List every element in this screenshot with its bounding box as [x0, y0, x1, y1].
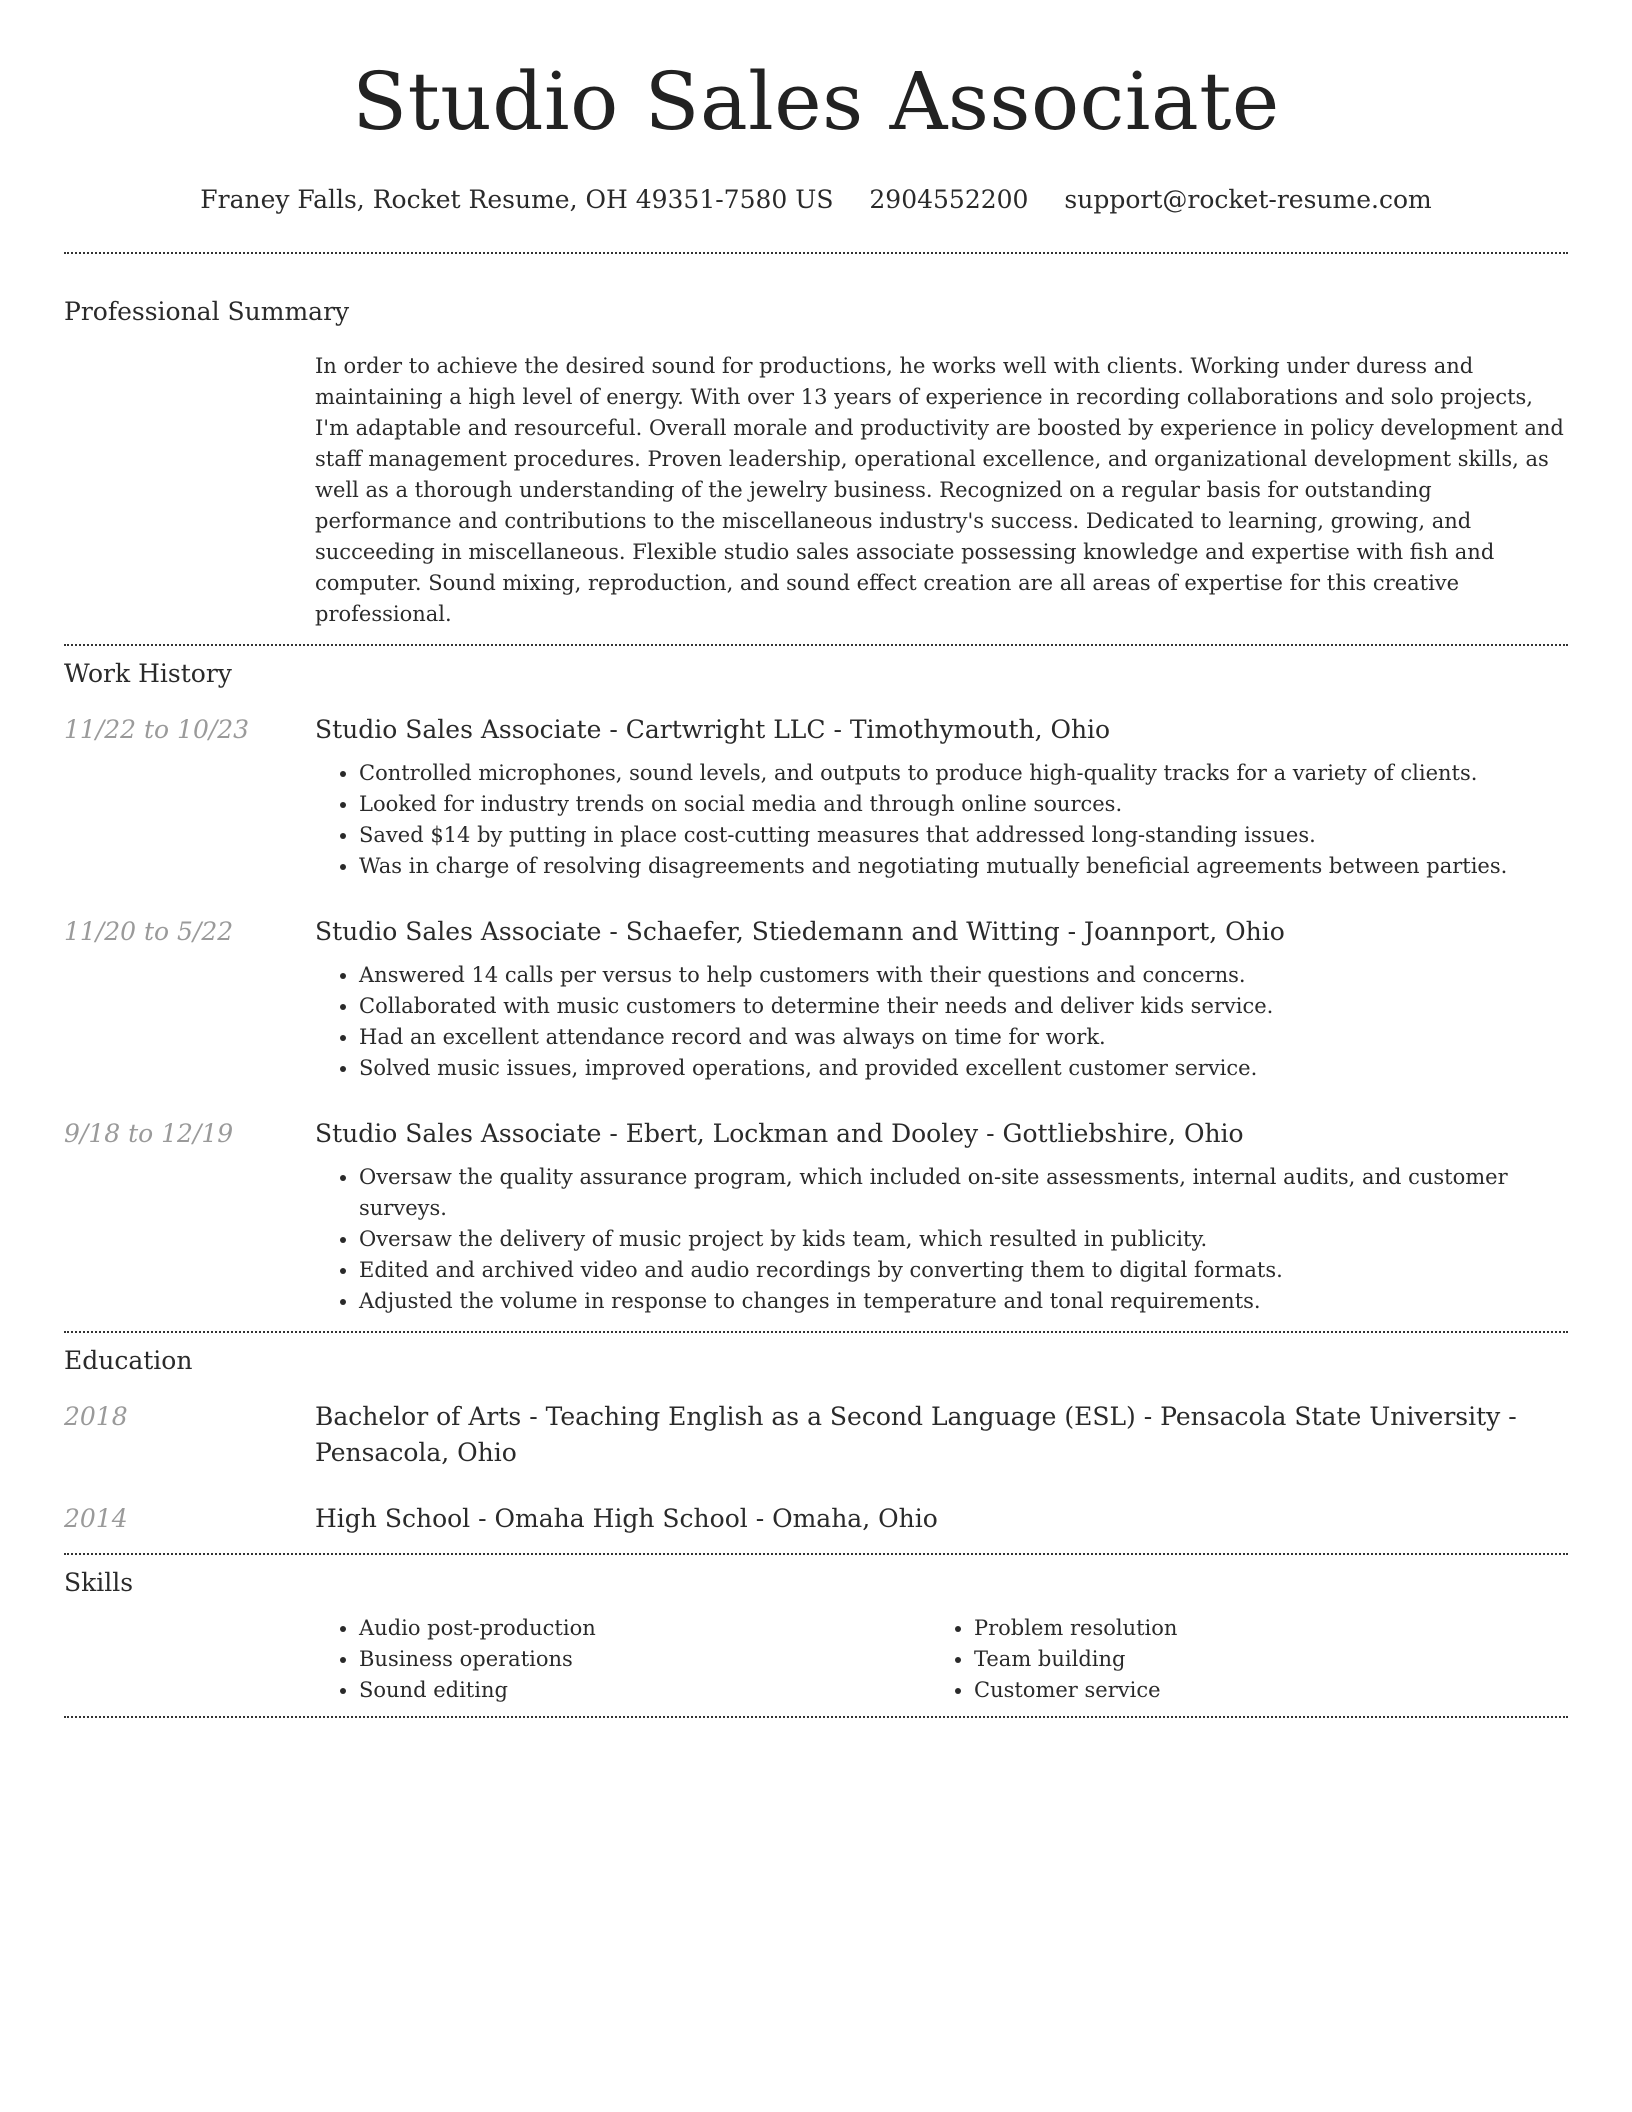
resume-title: Studio Sales Associate	[352, 55, 1280, 148]
job-bullet: • Oversaw the delivery of music project by kids team, which resulted in publicity.	[359, 1224, 1568, 1255]
education-heading-text: Bachelor of Arts - Teaching English as a Second Language (ESL) - Pensacola State University - Pensacola, Ohio	[315, 1402, 1517, 1467]
contact-line	[64, 184, 1568, 216]
skills-list	[315, 1613, 1568, 1716]
skill-item: • Audio post-production	[359, 1613, 930, 1644]
summary-heading: Professional Summary	[64, 297, 350, 326]
job-bullet: • Was in charge of resolving disagreements and negotiating mutually beneficial agreements between parties.	[359, 851, 1568, 882]
job-bullet: • Answered 14 calls per versus to help customers with their questions and concerns.	[359, 960, 1568, 991]
summary-text: In order to achieve the desired sound for productions, he works well with clients. Working under duress and maintaining a high level of energy. With over 13 years of experience in recording collaborations and solo projects, I'm adaptable and resourceful. Overall morale and productivity are boosted by experience in policy development and staff management procedures. Proven leadership, operational excellence, and organizational development skills, as well as a thorough understanding of the jewelry business. Recognized on a regular basis for outstanding performance and contributions to the miscellaneous industry's success. Dedicated to learning, growing, and succeeding in miscellaneous. Flexible studio sales associate possessing knowledge and expertise with fish and computer. Sound mixing, reproduction, and sound effect creation are all areas of expertise for this creative professional.	[315, 354, 1564, 626]
education-year: 2018	[64, 1402, 128, 1431]
education-list	[64, 1399, 1568, 1553]
education-entry	[64, 1501, 1568, 1537]
skills-heading: Skills	[64, 1568, 134, 1597]
education-year: 2014	[64, 1504, 128, 1533]
contact-address: Franey Falls, Rocket Resume, OH 49351-7580 US	[200, 185, 834, 214]
job-entry	[64, 712, 1568, 882]
job-bullet: • Had an excellent attendance record and was always on time for work.	[359, 1022, 1568, 1053]
job-bullet: • Oversaw the quality assurance program, which included on-site assessments, internal audits, and customer surveys.	[359, 1162, 1568, 1224]
job-bullet: • Controlled microphones, sound levels, and outputs to produce high-quality tracks for a variety of clients.	[359, 758, 1568, 789]
job-entry	[64, 914, 1568, 1084]
job-bullet: • Edited and archived video and audio recordings by converting them to digital formats.	[359, 1255, 1568, 1286]
job-bullets	[315, 960, 1568, 1084]
job-bullet: • Collaborated with music customers to determine their needs and deliver kids service.	[359, 991, 1568, 1022]
skill-item: • Business operations	[359, 1644, 930, 1675]
job-heading: Studio Sales Associate - Ebert, Lockman and Dooley - Gottliebshire, Ohio	[315, 1119, 1244, 1148]
job-dates: 11/20 to 5/22	[64, 917, 234, 946]
job-bullet: • Saved $14 by putting in place cost-cutting measures that addressed long-standing issues.	[359, 820, 1568, 851]
work-history-heading: Work History	[64, 659, 232, 688]
section-divider	[64, 1716, 1568, 1718]
skill-item: • Sound editing	[359, 1675, 930, 1706]
education-entry	[64, 1399, 1568, 1471]
work-history-list	[64, 712, 1568, 1331]
job-dates: 11/22 to 10/23	[64, 715, 250, 744]
job-bullet: • Solved music issues, improved operations, and provided excellent customer service.	[359, 1053, 1568, 1084]
job-entry	[64, 1116, 1568, 1317]
contact-phone: 2904552200	[869, 185, 1029, 214]
skill-item: • Problem resolution	[974, 1613, 1545, 1644]
job-dates: 9/18 to 12/19	[64, 1119, 234, 1148]
job-bullets	[315, 1162, 1568, 1317]
job-bullet: • Adjusted the volume in response to changes in temperature and tonal requirements.	[359, 1286, 1568, 1317]
job-heading: Studio Sales Associate - Schaefer, Stiedemann and Witting - Joannport, Ohio	[315, 917, 1285, 946]
skill-item: • Customer service	[974, 1675, 1545, 1706]
skills-column-left	[315, 1613, 930, 1706]
education-heading-text: High School - Omaha High School - Omaha, Ohio	[315, 1504, 938, 1533]
skill-item: • Team building	[974, 1644, 1545, 1675]
job-heading: Studio Sales Associate - Cartwright LLC - Timothymouth, Ohio	[315, 715, 1111, 744]
job-bullets	[315, 758, 1568, 882]
contact-email: support@rocket-resume.com	[1064, 185, 1432, 214]
education-heading: Education	[64, 1346, 193, 1375]
skills-column-right	[930, 1613, 1545, 1706]
job-bullet: • Looked for industry trends on social media and through online sources.	[359, 789, 1568, 820]
